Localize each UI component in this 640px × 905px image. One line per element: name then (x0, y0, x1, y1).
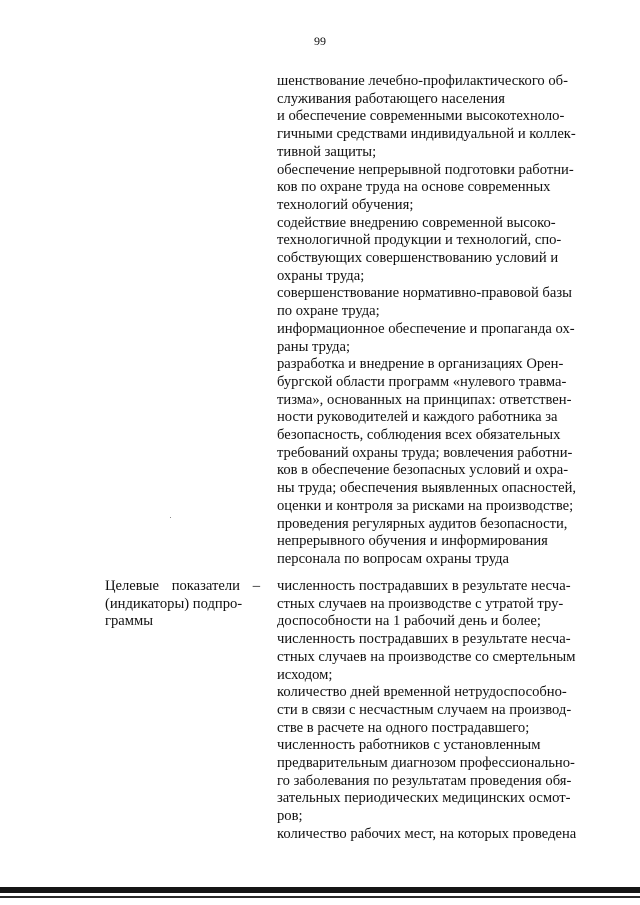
measures-text-line: тизма», основанных на принципах: ответствен- (277, 391, 572, 408)
bottom-border (0, 887, 640, 893)
measures-text-line: непрерывного обучения и информирования (277, 533, 548, 550)
measures-text-line: бургской области программ «нулевого травма- (277, 373, 567, 390)
indicators-text-line: численность пострадавших в результате несча- (277, 631, 571, 648)
page-number: 99 (314, 34, 326, 48)
measures-text-line: безопасность, соблюдения всех обязательных (277, 427, 561, 444)
measures-text-line: гичными средствами индивидуальной и коллек- (277, 126, 576, 143)
measures-text-line: обеспечение непрерывной подготовки работни- (277, 161, 574, 178)
measures-text-line: охраны труда; (277, 267, 365, 284)
measures-text-line: проведения регулярных аудитов безопасности, (277, 515, 568, 532)
measures-text-line: технологий обучения; (277, 196, 414, 213)
indicators-text-line: предварительным диагнозом профессионально- (277, 755, 575, 772)
measures-text-line: тивной защиты; (277, 143, 377, 160)
indicators-text-line: исходом; (277, 666, 333, 683)
measures-text-line: технологичной продукции и технологий, спо- (277, 232, 562, 249)
indicators-text-line: численность пострадавших в результате несча- (277, 578, 571, 594)
measures-text-line: служивания работающего населения (277, 90, 505, 107)
indicators-text-line: стных случаев на производстве со смертельным (277, 648, 576, 665)
measures-text-line: оценки и контроля за рисками на производстве; (277, 497, 574, 514)
measures-text-line: ны труда; обеспечения выявленных опасностей, (277, 480, 577, 497)
measures-text-line: совершенствование нормативно-правовой базы (277, 285, 572, 302)
indicators-text-block (277, 578, 588, 844)
measures-text-line: разработка и внедрение в организациях Орен- (277, 356, 564, 373)
measures-text-line: и обеспечение современными высокотехноло- (277, 108, 565, 125)
measures-text-line: собствующих совершенствованию условий и (277, 250, 559, 267)
section-label-line: граммы (105, 613, 154, 630)
measures-text-line: ков в обеспечение безопасных условий и охра- (277, 462, 569, 479)
bottom-border-thin (0, 896, 640, 898)
indicators-text-line: количество рабочих мест, на которых проведена (277, 825, 577, 842)
indicators-text-line: численность работников с установленным (277, 737, 541, 754)
indicators-text-line: стных случаев на производстве с утратой тру- (277, 595, 564, 612)
measures-text-line: раны труда; (277, 338, 351, 355)
measures-text-block (277, 73, 588, 569)
indicators-text-line: количество дней временной нетрудоспособно- (277, 684, 567, 701)
section-label (105, 578, 260, 631)
indicators-text-line: ров; (277, 808, 303, 825)
measures-text-line: ности руководителей и каждого работника за (277, 409, 558, 426)
measures-text-line: требований охраны труда; вовлечения работни- (277, 444, 573, 461)
measures-text-line: шенствование лечебно-профилактического об- (277, 73, 568, 89)
indicators-text-line: зательных периодических медицинских осмот- (277, 790, 571, 807)
section-label-line: Целевые показатели – (105, 578, 260, 594)
measures-text-line: персонала по вопросам охраны труда (277, 550, 510, 567)
indicators-text-line: го заболевания по результатам проведения обя- (277, 772, 572, 789)
section-label-line: (индикаторы) подпро- (105, 595, 243, 612)
indicators-text-line: сти в связи с несчастным случаем на производ- (277, 701, 572, 718)
indicators-text-line: доспособности на 1 рабочий день и более; (277, 613, 541, 630)
scan-speck (170, 517, 171, 518)
measures-text-line: по охране труда; (277, 303, 380, 320)
measures-text-line: содействие внедрению современной высоко- (277, 214, 556, 231)
measures-text-line: информационное обеспечение и пропаганда ох- (277, 320, 575, 337)
measures-text-line: ков по охране труда на основе современных (277, 179, 551, 196)
indicators-text-line: стве в расчете на одного пострадавшего; (277, 719, 530, 736)
